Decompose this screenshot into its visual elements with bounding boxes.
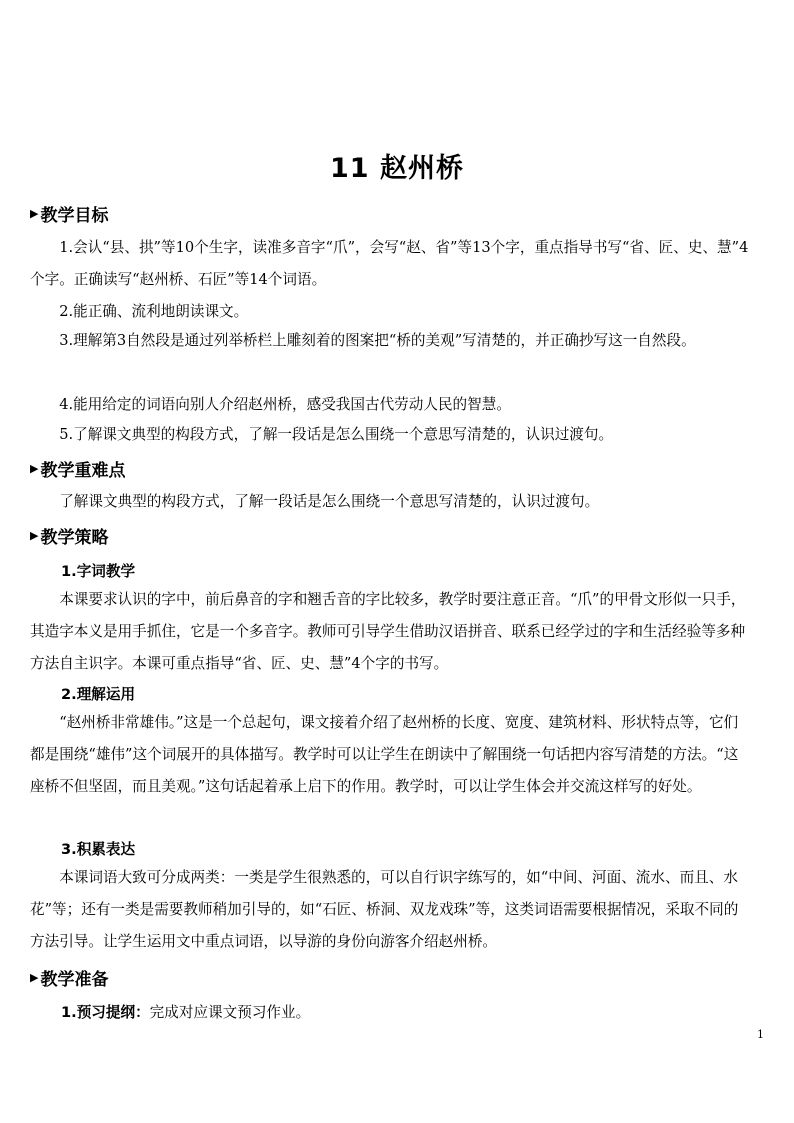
triangle-bullet-icon: ▶ xyxy=(30,462,39,475)
goal-item-2: 2.能正确、流利地朗读课文。 xyxy=(59,303,249,320)
prep-item-1-label: 1.预习提纲： xyxy=(61,1004,150,1021)
section-heading-key-points xyxy=(30,456,125,481)
page-title: 11 赵州桥 xyxy=(330,153,464,184)
triangle-bullet-icon: ▶ xyxy=(30,207,39,220)
strategy-text-3: 本课词语大致可分成两类：一类是学生很熟悉的，可以自行识字练写的，如“中间、河面、流水、而且、水花”等；还有一类是需要教师稍加引导的，如“石匠、桥洞、双龙戏珠”等，这类词语需要根据情况，采取不同的方法引导。让学生运用文中重点词语，以导游的身份向游客介绍赵州桥。 xyxy=(30,869,739,950)
goal-item-4: 4.能用给定的词语向别人介绍赵州桥，感受我国古代劳动人民的智慧。 xyxy=(59,396,511,413)
heading-text: 教学目标 xyxy=(40,206,109,226)
section-heading-strategy xyxy=(30,523,108,548)
section-heading-prep xyxy=(30,965,108,990)
key-points-text: 了解课文典型的构段方式，了解一段话是怎么围绕一个意思写清楚的，认识过渡句。 xyxy=(59,493,600,510)
strategy-subtitle-1: 1.字词教学 xyxy=(61,563,136,580)
strategy-subtitle-3: 3.积累表达 xyxy=(61,841,136,858)
goal-item-1: 1.会认“县、拱”等10个生字，读准多音字“爪”，会写“赵、省”等13个字，重点指导书写“省、匠、史、慧”4个字。正确读写“赵州桥、石匠”等14个词语。 xyxy=(30,239,749,288)
prep-item-1-text: 完成对应课文预习作业。 xyxy=(149,1004,311,1021)
page-number: 1 xyxy=(757,1028,764,1041)
strategy-subtitle-2: 2.理解运用 xyxy=(61,686,136,703)
triangle-bullet-icon: ▶ xyxy=(30,971,39,984)
section-heading-goals xyxy=(30,201,108,226)
prep-item-1 xyxy=(61,1001,310,1022)
heading-text: 教学重难点 xyxy=(40,461,126,481)
goal-item-3: 3.理解第3自然段是通过列举桥栏上雕刻着的图案把“桥的美观”写清楚的，并正确抄写这一自然段。 xyxy=(59,332,696,349)
strategy-text-1: 本课要求认识的字中，前后鼻音的字和翘舌音的字比较多，教学时要注意正音。“爪”的甲骨文形似一只手，其造字本义是用手抓住，它是一个多音字。教师可引导学生借助汉语拼音、联系已经学过的字和生活经验等多种方法自主识字。本课可重点指导“省、匠、史、慧”4个字的书写。 xyxy=(30,591,746,672)
heading-text: 教学准备 xyxy=(40,970,109,990)
heading-text: 教学策略 xyxy=(40,528,109,548)
goal-item-5: 5.了解课文典型的构段方式，了解一段话是怎么围绕一个意思写清楚的，认识过渡句。 xyxy=(59,426,614,443)
strategy-text-2: “赵州桥非常雄伟。”这是一个总起句，课文接着介绍了赵州桥的长度、宽度、建筑材料、形状特点等，它们都是围绕“雄伟”这个词展开的具体描写。教学时可以让学生在朗读中了解围绕一句话把内容写清楚的方法。“这座桥不但坚固，而且美观。”这句话起着承上启下的作用。教学时，可以让学生体会并交流这样写的好处。 xyxy=(30,714,739,795)
triangle-bullet-icon: ▶ xyxy=(30,529,39,542)
